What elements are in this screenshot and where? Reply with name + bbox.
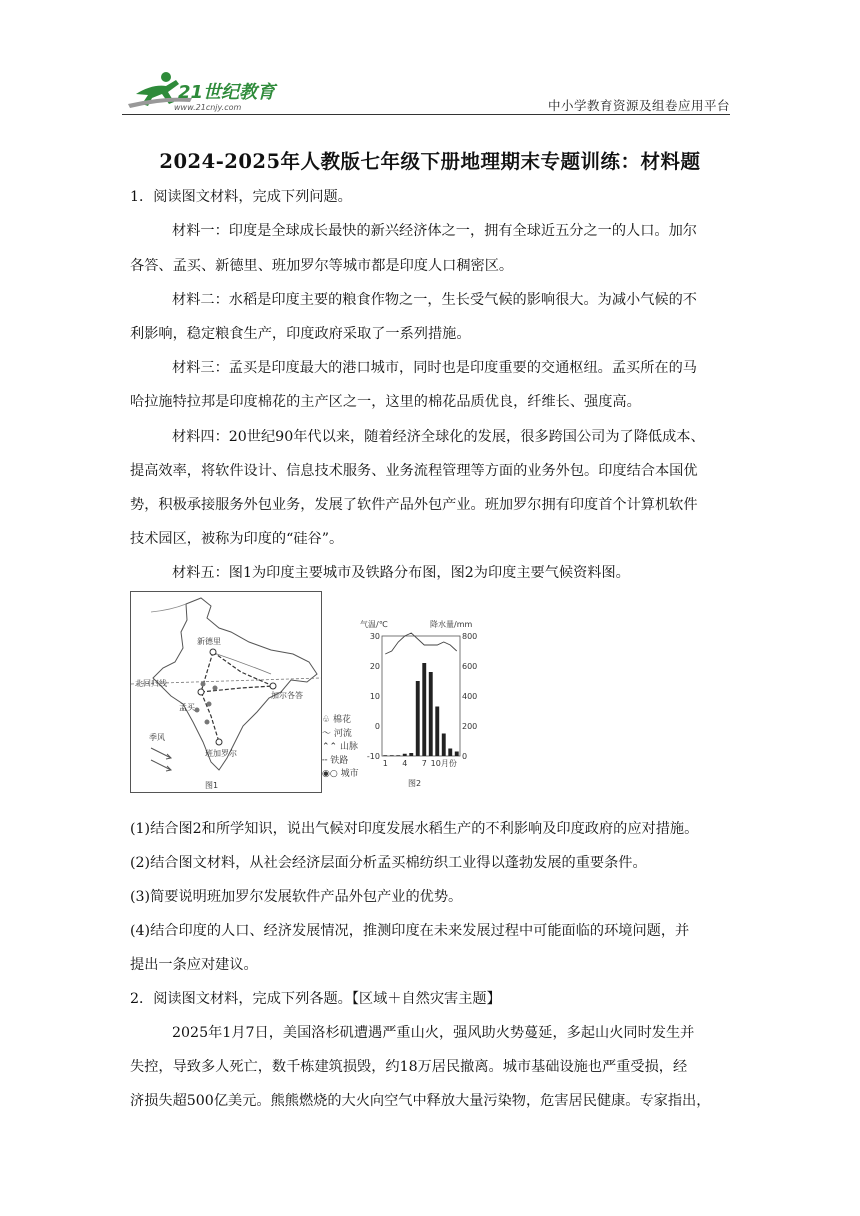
city-label: 孟买 xyxy=(179,703,195,712)
x-tick-label: 7 xyxy=(421,759,427,768)
city-marker xyxy=(198,689,204,695)
y-tick-label: 800 xyxy=(462,632,478,641)
precip-bar xyxy=(409,753,413,756)
logo-text: 21世纪教育 xyxy=(178,82,276,103)
india-map-figure xyxy=(130,591,322,793)
city-marker xyxy=(210,649,216,655)
y-tick-label: 200 xyxy=(462,722,478,731)
precip-bar xyxy=(455,752,459,757)
river-icon: 〜 xyxy=(322,728,334,739)
q1-stem: 1．阅读图文材料，完成下列问题。 xyxy=(130,189,352,205)
legend-item-river: 〜 河流 xyxy=(322,728,352,739)
logo-url: www.21cnjy.com xyxy=(174,103,242,112)
material-line: 哈拉施特拉邦是印度棉花的主产区之一，这里的棉花品质优良，纤维长、强度高。 xyxy=(130,394,641,410)
city-icon: ◉○ xyxy=(322,769,341,779)
precip-bar xyxy=(390,755,394,756)
y-tick-label: 600 xyxy=(462,662,478,671)
precip-bar xyxy=(422,663,426,756)
material-line: 材料五：图1为印度主要城市及铁路分布图，图2为印度主要气候资料图。 xyxy=(172,565,630,581)
city-marker xyxy=(216,739,222,745)
sub-question: (4)结合印度的人口、经济发展情况，推测印度在未来发展过程中可能面临的环境问题，并 xyxy=(130,923,690,939)
city-marker xyxy=(270,683,276,689)
y-tick-label: 0 xyxy=(374,722,380,731)
y-tick-label: 400 xyxy=(462,692,478,701)
sub-question: (1)结合图2和所学知识，说出气候对印度发展水稻生产的不利影响及印度政府的应对措施。 xyxy=(130,821,699,837)
material-line: 各答、孟买、新德里、班加罗尔等城市都是印度人口稠密区。 xyxy=(130,258,514,274)
y-tick-label: 30 xyxy=(369,632,380,641)
precip-bar xyxy=(429,672,433,756)
material-line: 利影响，稳定粮食生产，印度政府采取了一系列措施。 xyxy=(130,326,471,342)
material-line: 失控，导致多人死亡，数千栋建筑损毁，约18万居民撤离。城市基础设施也严重受损，经 xyxy=(130,1059,688,1075)
y-axis-label-right: 降水量/mm xyxy=(430,620,473,629)
legend-item-railway: ╌ 铁路 xyxy=(322,755,349,766)
q2-stem: 2．阅读图文材料，完成下列各题。【区域＋自然灾害主题】 xyxy=(130,991,501,1007)
y-axis-label-left: 气温/℃ xyxy=(360,620,388,629)
figure-label: 图1 xyxy=(205,781,219,790)
x-tick-label: 1 xyxy=(382,759,388,768)
precip-bar xyxy=(435,707,439,757)
city-label: 加尔各答 xyxy=(271,691,303,700)
y-tick-label: 0 xyxy=(462,752,468,761)
city-label: 班加罗尔 xyxy=(205,749,237,758)
precip-bar xyxy=(442,734,446,757)
city-label: 新德里 xyxy=(197,637,221,646)
material-line: 2025年1月7日，美国洛杉矶遭遇严重山火，强风助火势蔓延，多起山火同时发生并 xyxy=(172,1025,695,1041)
x-tick-label: 4 xyxy=(402,759,408,768)
railway-icon: ╌ xyxy=(322,755,331,766)
logo xyxy=(122,68,292,114)
monsoon-arrows xyxy=(151,748,171,771)
legend-item-mountain: ⌃⌃ 山脉 xyxy=(322,742,358,752)
y-tick-label: 10 xyxy=(369,692,380,701)
figure-label: 图2 xyxy=(408,779,422,788)
material-line: 材料二：水稻是印度主要的粮食作物之一，生长受气候的影响很大。为减小气候的不 xyxy=(172,292,697,308)
legend-item-city: ◉○ 城市 xyxy=(322,769,359,779)
plot-frame xyxy=(382,636,460,756)
cotton-icon: ♧ xyxy=(322,715,333,725)
sub-question: 提出一条应对建议。 xyxy=(130,957,258,973)
legend-item-cotton: ♧ 棉花 xyxy=(322,715,351,725)
precip-bar xyxy=(403,754,407,756)
page-header xyxy=(122,68,730,114)
page-title: 2024-2025年人教版七年级下册地理期末专题训练：材料题 xyxy=(159,150,701,173)
material-line: 技术园区，被称为印度的“硅谷”。 xyxy=(130,531,344,547)
material-line: 济损失超500亿美元。熊熊燃烧的大火向空气中释放大量污染物，危害居民健康。专家指出， xyxy=(130,1093,711,1109)
map-legend xyxy=(322,714,359,782)
precip-bar xyxy=(396,755,400,756)
header-divider xyxy=(122,114,730,115)
x-tick-label: 10月份 xyxy=(430,759,457,768)
tropic-label: 北回归线 xyxy=(135,679,167,688)
material-line: 材料四：20世纪90年代以来，随着经济全球化的发展，很多跨国公司为了降低成本、 xyxy=(172,429,705,445)
material-line: 材料三：孟买是印度最大的港口城市，同时也是印度重要的交通枢纽。孟买所在的马 xyxy=(172,360,697,376)
precip-bar xyxy=(448,749,452,757)
precip-bar xyxy=(416,681,420,756)
material-line: 材料一：印度是全球成长最快的新兴经济体之一，拥有全球近五分之一的人口。加尔 xyxy=(172,223,697,239)
platform-name: 中小学教育资源及组卷应用平台 xyxy=(547,98,730,113)
y-tick-label: 20 xyxy=(369,662,380,671)
climate-chart xyxy=(360,620,480,790)
mountain-icon: ⌃⌃ xyxy=(322,742,340,752)
monsoon-label: 季风 xyxy=(149,733,165,742)
material-line: 提高效率，将软件设计、信息技术服务、业务流程管理等方面的业务外包。印度结合本国优 xyxy=(130,463,698,479)
sub-question: (2)结合图文材料，从社会经济层面分析孟买棉纺织工业得以蓬勃发展的重要条件。 xyxy=(130,855,647,871)
precip-bar xyxy=(383,755,387,756)
y-tick-label: -10 xyxy=(366,752,380,761)
material-line: 势，积极承接服务外包业务，发展了软件产品外包产业。班加罗尔拥有印度首个计算机软件 xyxy=(130,497,698,513)
sub-question: (3)简要说明班加罗尔发展软件产品外包产业的优势。 xyxy=(130,889,463,905)
cotton-icon xyxy=(195,682,218,725)
india-map xyxy=(131,592,321,792)
